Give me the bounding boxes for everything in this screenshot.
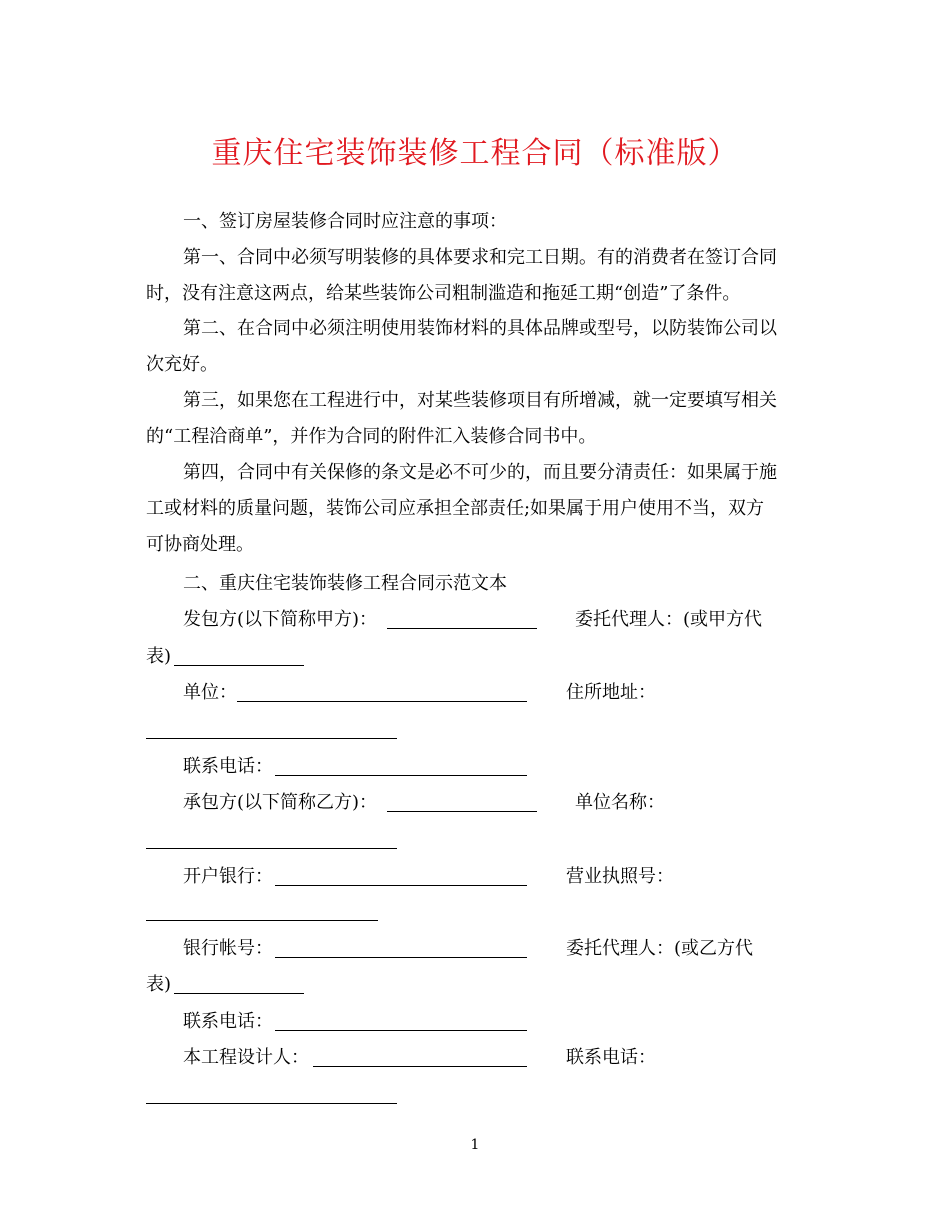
page-number: 1 bbox=[470, 1137, 480, 1153]
phone-a-label: 联系电话： bbox=[183, 756, 273, 777]
designer-label: 本工程设计人： bbox=[183, 1047, 309, 1068]
agent-b-label: 委托代理人：(或乙方代 bbox=[566, 938, 754, 959]
para2-line1: 第二、在合同中必须注明使用装饰材料的具体品牌或型号，以防装饰公司以 bbox=[183, 318, 777, 339]
party-a-label: 发包方(以下简称甲方)： bbox=[183, 609, 378, 630]
phone-b-label: 联系电话： bbox=[183, 1011, 273, 1032]
phone-a-blank[interactable] bbox=[275, 757, 527, 776]
agent-a-label: 委托代理人：(或甲方代 bbox=[575, 609, 763, 630]
bank-blank[interactable] bbox=[275, 867, 527, 886]
para4-line2: 工或材料的质量问题，装饰公司应承担全部责任;如果属于用户使用不当，双方 bbox=[146, 498, 765, 519]
document-title: 重庆住宅装饰装修工程合同（标准版） bbox=[211, 136, 739, 171]
para4-line1: 第四，合同中有关保修的条文是必不可少的，而且要分清责任：如果属于施 bbox=[183, 462, 777, 483]
account-blank[interactable] bbox=[275, 939, 527, 958]
para3-line1: 第三，如果您在工程进行中，对某些装修项目有所增减，就一定要填写相关 bbox=[183, 390, 777, 411]
address-label: 住所地址： bbox=[566, 682, 656, 703]
phone-c-label: 联系电话： bbox=[566, 1047, 656, 1068]
address-blank[interactable] bbox=[146, 720, 397, 739]
bank-label: 开户银行： bbox=[183, 866, 273, 887]
agent-a-label-cont: 表) bbox=[146, 646, 172, 667]
phone-c-blank[interactable] bbox=[146, 1085, 397, 1104]
para1-line2: 时，没有注意这两点，给某些装饰公司粗制滥造和拖延工期“创造”了条件。 bbox=[146, 283, 741, 304]
para4-line3: 可协商处理。 bbox=[146, 534, 254, 555]
account-label: 银行帐号： bbox=[183, 938, 273, 959]
para1-line1: 第一、合同中必须写明装修的具体要求和完工日期。有的消费者在签订合同 bbox=[183, 247, 777, 268]
unit-name-label: 单位名称： bbox=[575, 792, 665, 813]
section2-heading: 二、重庆住宅装饰装修工程合同示范文本 bbox=[183, 573, 507, 594]
party-b-blank[interactable] bbox=[387, 793, 537, 812]
phone-b-blank[interactable] bbox=[275, 1012, 527, 1031]
party-b-label: 承包方(以下简称乙方)： bbox=[183, 792, 378, 813]
unit-blank[interactable] bbox=[237, 683, 527, 702]
para3-line2: 的“工程洽商单”，并作为合同的附件汇入装修合同书中。 bbox=[146, 426, 597, 447]
license-blank[interactable] bbox=[146, 902, 378, 921]
license-label: 营业执照号： bbox=[566, 866, 674, 887]
agent-b-label-cont: 表) bbox=[146, 974, 172, 995]
para2-line2: 次充好。 bbox=[146, 354, 218, 375]
unit-name-blank[interactable] bbox=[146, 830, 397, 849]
designer-blank[interactable] bbox=[313, 1048, 527, 1067]
party-a-blank[interactable] bbox=[387, 610, 537, 629]
agent-a-blank[interactable] bbox=[174, 647, 304, 666]
unit-label: 单位： bbox=[183, 682, 237, 703]
agent-b-blank[interactable] bbox=[174, 975, 304, 994]
section1-heading: 一、签订房屋装修合同时应注意的事项： bbox=[183, 211, 507, 232]
